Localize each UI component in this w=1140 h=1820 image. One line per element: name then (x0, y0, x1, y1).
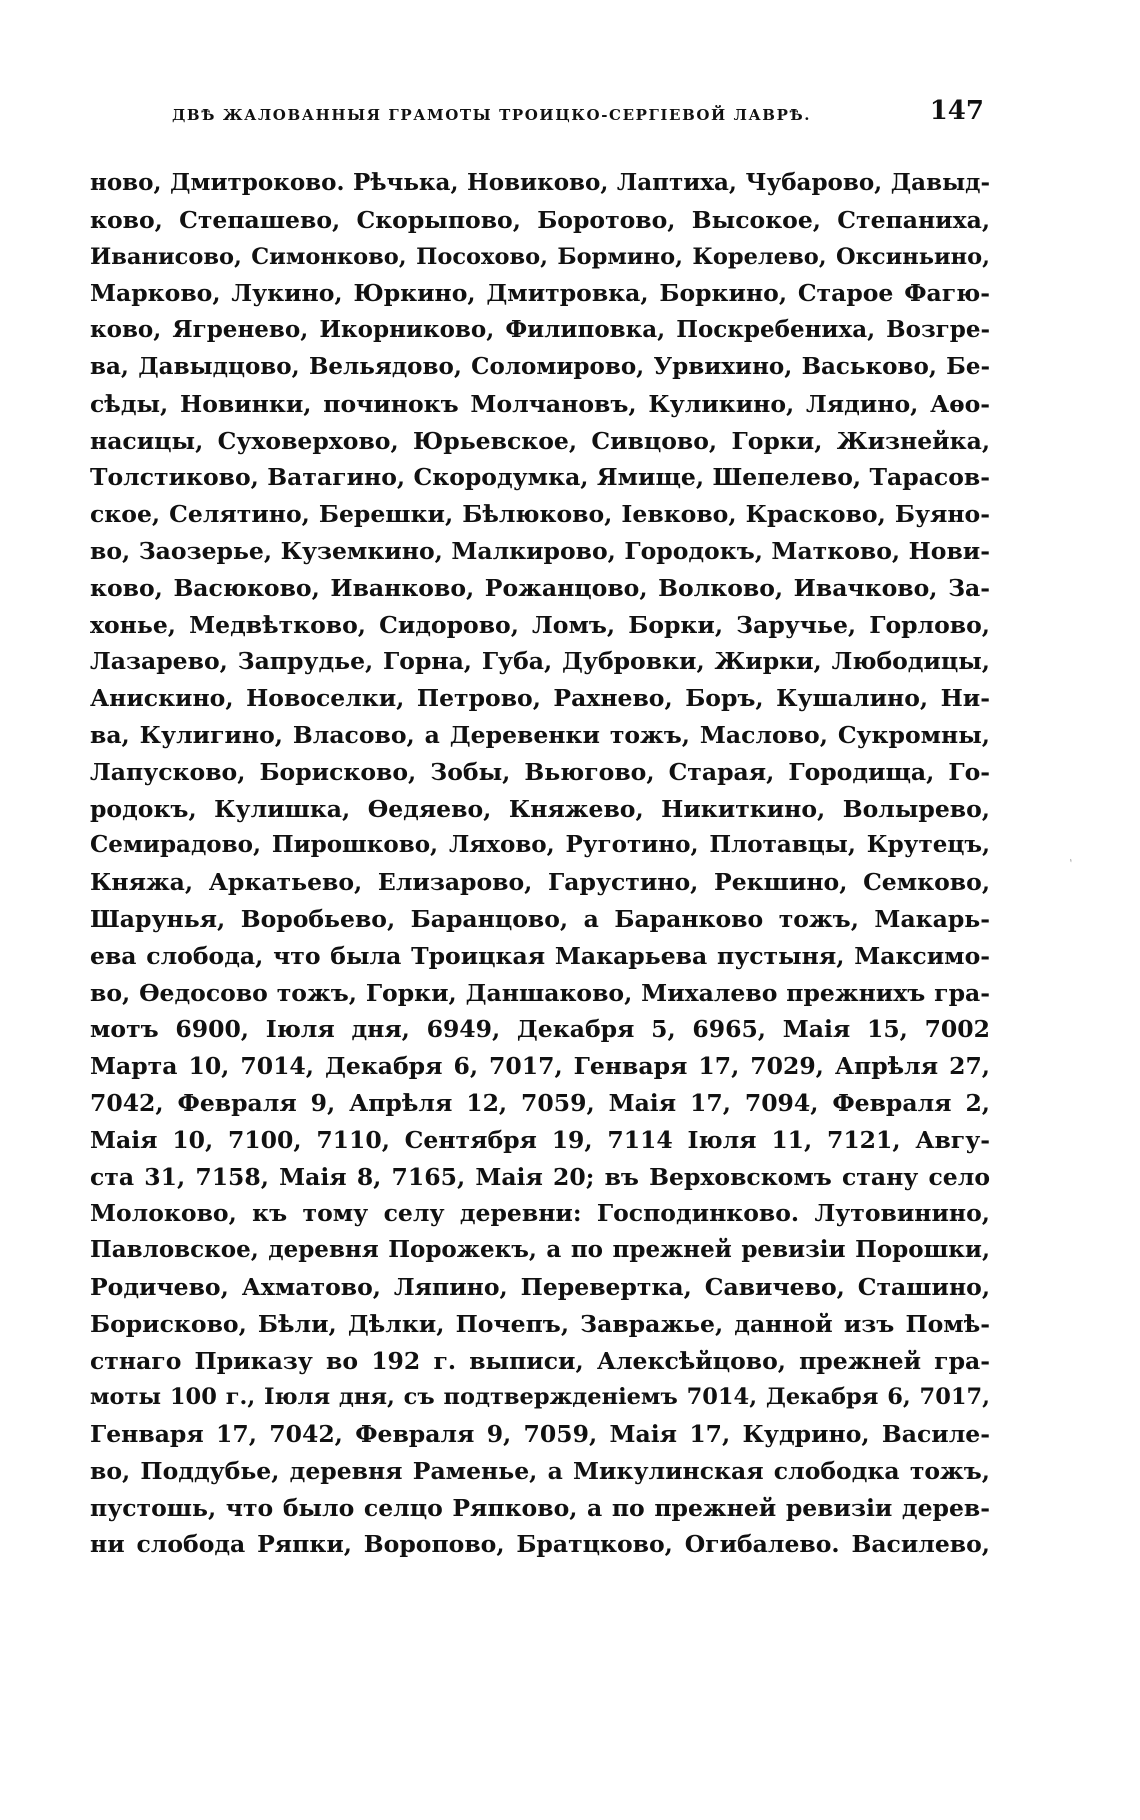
text-line: насицы, Суховерхово, Юрьевское, Сивцово, Горки, Жизнейка, (90, 426, 990, 455)
text-line: родокъ, Кулишка, Ѳедяево, Княжево, Никиткино, Волырево, (90, 794, 990, 823)
text-line: ково, Степашево, Скорыпово, Боротово, Высокое, Степаниха, (90, 205, 990, 234)
text-line: ково, Ягренево, Икорниково, Филиповка, Поскребениха, Возгре- (90, 316, 990, 344)
text-line: сѣды, Новинки, починокъ Молчановъ, Куликино, Лядино, Аѳо- (90, 389, 990, 418)
running-head (110, 96, 990, 136)
text-line: Иванисово, Симонково, Посохово, Бормино, Корелево, Оксиньино, (90, 243, 990, 270)
text-line: ева слобода, что была Троицкая Макарьева пустыня, Максимо- (90, 941, 990, 970)
text-line: ни слобода Ряпки, Воропово, Братцково, Огибалево. Василево, (90, 1530, 990, 1559)
text-line: Марта 10, 7014, Декабря 6, 7017, Генваря 17, 7029, Апрѣля 27, (90, 1052, 990, 1081)
text-line: Лазарево, Запрудье, Горна, Губа, Дубровки, Жирки, Любодицы, (90, 647, 990, 676)
text-line: ста 31, 7158, Маія 8, 7165, Маія 20; въ Верховскомъ стану село (90, 1162, 990, 1191)
text-line: стнаго Приказу во 192 г. выписи, Алексѣйцово, прежней гра- (90, 1346, 990, 1375)
text-line: во, Ѳедосово тожъ, Горки, Даншаково, Михалево прежнихъ гра- (90, 978, 990, 1007)
body-text (90, 165, 990, 1563)
text-line: Толстиково, Ватагино, Скородумка, Ямище, Шепелево, Тарасов- (90, 463, 990, 492)
text-line: мотъ 6900, Іюля дня, 6949, Декабря 5, 6965, Маія 15, 7002 (90, 1015, 990, 1044)
text-line: Молоково, къ тому селу деревни: Господинково. Лутовинино, (90, 1199, 990, 1228)
text-line: Родичево, Ахматово, Ляпино, Перевертка, Савичево, Сташино, (90, 1272, 990, 1301)
text-line: Борисково, Бѣли, Дѣлки, Почепъ, Завражье, данной изъ Помѣ- (90, 1309, 990, 1338)
text-line: моты 100 г., Іюля дня, съ подтвержденіемъ 7014, Декабря 6, 7017, (90, 1384, 990, 1411)
text-line: 7042, Февраля 9, Апрѣля 12, 7059, Маія 17, 7094, Февраля 2, (90, 1088, 990, 1117)
text-line: Семирадово, Пирошково, Ляхово, Руготино, Плотавцы, Крутецъ, (90, 831, 990, 859)
page-number: 147 (929, 96, 984, 126)
text-line: Генваря 17, 7042, Февраля 9, 7059, Маія 17, Кудрино, Василе- (90, 1420, 990, 1449)
text-line: хонье, Медвѣтково, Сидорово, Ломъ, Борки, Заручье, Горлово, (90, 610, 990, 639)
text-line: во, Поддубье, деревня Раменье, а Микулинская слободка тожъ, (90, 1456, 990, 1485)
text-line: Анискино, Новоселки, Петрово, Рахнево, Боръ, Кушалино, Ни- (90, 684, 990, 713)
text-line: ва, Кулигино, Власово, а Деревенки тожъ, Маслово, Сукромны, (90, 720, 990, 749)
text-line: во, Заозерье, Куземкино, Малкирово, Городокъ, Матково, Нови- (90, 536, 990, 565)
text-line: Лапусково, Борисково, Зобы, Вьюгово, Старая, Городища, Го- (90, 757, 990, 786)
text-line: Маія 10, 7100, 7110, Сентября 19, 7114 Іюля 11, 7121, Авгу- (90, 1125, 990, 1154)
text-line: Шарунья, Воробьево, Баранцово, а Баранково тожъ, Макарь- (90, 904, 990, 933)
text-line: ва, Давыдцово, Вельядово, Соломирово, Урвихино, Васьково, Бе- (90, 352, 990, 380)
scan-speck: ˎ (1067, 848, 1082, 864)
text-line: Княжа, Аркатьево, Елизарово, Гарустино, Рекшино, Семково, (90, 868, 990, 897)
running-title: ДВѢ ЖАЛОВАННЫЯ ГРАМОТЫ ТРОИЦКО-СЕРГІЕВОЙ ЛАВРѢ. (172, 106, 812, 124)
text-line: Марково, Лукино, Юркино, Дмитровка, Боркино, Старое Фагю- (90, 279, 990, 308)
text-line: ское, Селятино, Берешки, Бѣлюково, Іевково, Красково, Буяно- (90, 500, 990, 529)
text-line: Павловское, деревня Порожекъ, а по прежней ревизіи Порошки, (90, 1236, 990, 1264)
text-line: пустошь, что было селцо Ряпково, а по прежней ревизіи дерев- (90, 1493, 990, 1522)
text-line: ново, Дмитроково. Рѣчька, Новиково, Лаптиха, Чубарово, Давыд- (90, 169, 990, 196)
text-line: ково, Васюково, Иванково, Рожанцово, Волково, Ивачково, За- (90, 573, 990, 602)
